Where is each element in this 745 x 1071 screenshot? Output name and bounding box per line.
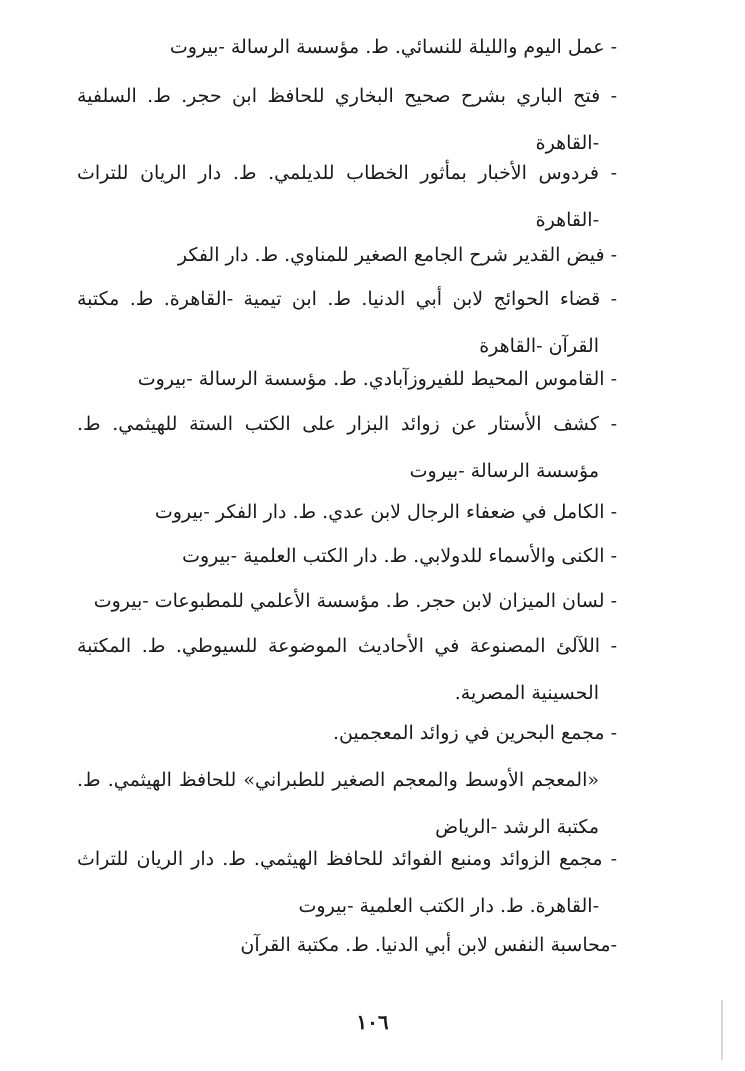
entry-line: الحسينية المصرية.: [454, 682, 599, 704]
bibliography-entry: [77, 623, 617, 717]
entry-line: القرآن -القاهرة: [479, 335, 599, 357]
entry-line: مؤسسة الرسالة -بيروت: [409, 460, 599, 482]
entry-line: - كشف الأستار عن زوائد البزار على الكتب الستة للهيثمي. ط.: [77, 413, 617, 435]
entry-line: - القاموس المحيط للفيروزآبادي. ط. مؤسسة الرسالة -بيروت: [137, 368, 617, 390]
bibliography-entry: [77, 401, 617, 495]
entry-line: - فتح الباري بشرح صحيح البخاري للحافظ ابن حجر. ط. السلفية: [77, 85, 617, 107]
bibliography-entry: [77, 922, 617, 969]
entry-line: - مجمع الزوائد ومنبع الفوائد للحافظ الهيثمي. ط. دار الريان للتراث: [77, 848, 617, 870]
scan-edge-mark: [721, 1000, 723, 1060]
entry-line: - قضاء الحوائج لابن أبي الدنيا. ط. ابن تيمية -القاهرة. ط. مكتبة: [77, 288, 617, 310]
entry-line: -القاهرة. ط. دار الكتب العلمية -بيروت: [298, 895, 599, 917]
entry-line: «المعجم الأوسط والمعجم الصغير للطبراني» للحافظ الهيثمي. ط.: [77, 769, 599, 791]
entry-line: - اللآلئ المصنوعة في الأحاديث الموضوعة للسيوطي. ط. المكتبة: [77, 635, 617, 657]
entry-line: - الكامل في ضعفاء الرجال لابن عدي. ط. دار الفكر -بيروت: [154, 501, 617, 523]
bibliography-entry: [77, 232, 617, 279]
entry-line: -القاهرة: [535, 209, 599, 231]
entry-line: - عمل اليوم والليلة للنسائي. ط. مؤسسة الرسالة -بيروت: [169, 36, 617, 58]
bibliography-entry: [77, 578, 617, 625]
bibliography-entry: [77, 710, 617, 851]
bibliography-entry: [77, 533, 617, 580]
entry-line: - مجمع البحرين في زوائد المعجمين.: [333, 722, 617, 744]
entry-line: - فيض القدير شرح الجامع الصغير للمناوي. ط. دار الفكر: [177, 244, 617, 266]
bibliography-entry: [77, 836, 617, 930]
entry-line: - لسان الميزان لابن حجر. ط. مؤسسة الأعلمي للمطبوعات -بيروت: [93, 590, 617, 612]
entry-line: - فردوس الأخبار بمأثور الخطاب للديلمي. ط. دار الريان للتراث: [77, 162, 617, 184]
page-number: ١٠٦: [356, 1010, 389, 1034]
entry-line: -محاسبة النفس لابن أبي الدنيا. ط. مكتبة القرآن: [240, 934, 617, 956]
entry-line: -القاهرة: [535, 132, 599, 154]
entry-line: - الكنى والأسماء للدولابي. ط. دار الكتب العلمية -بيروت: [182, 545, 617, 567]
bibliography-entry: [77, 489, 617, 536]
bibliography-entry: [77, 150, 617, 244]
bibliography-entry: [77, 24, 617, 71]
entry-line: مكتبة الرشد -الرياض: [435, 816, 599, 838]
bibliography-entry: [77, 356, 617, 403]
